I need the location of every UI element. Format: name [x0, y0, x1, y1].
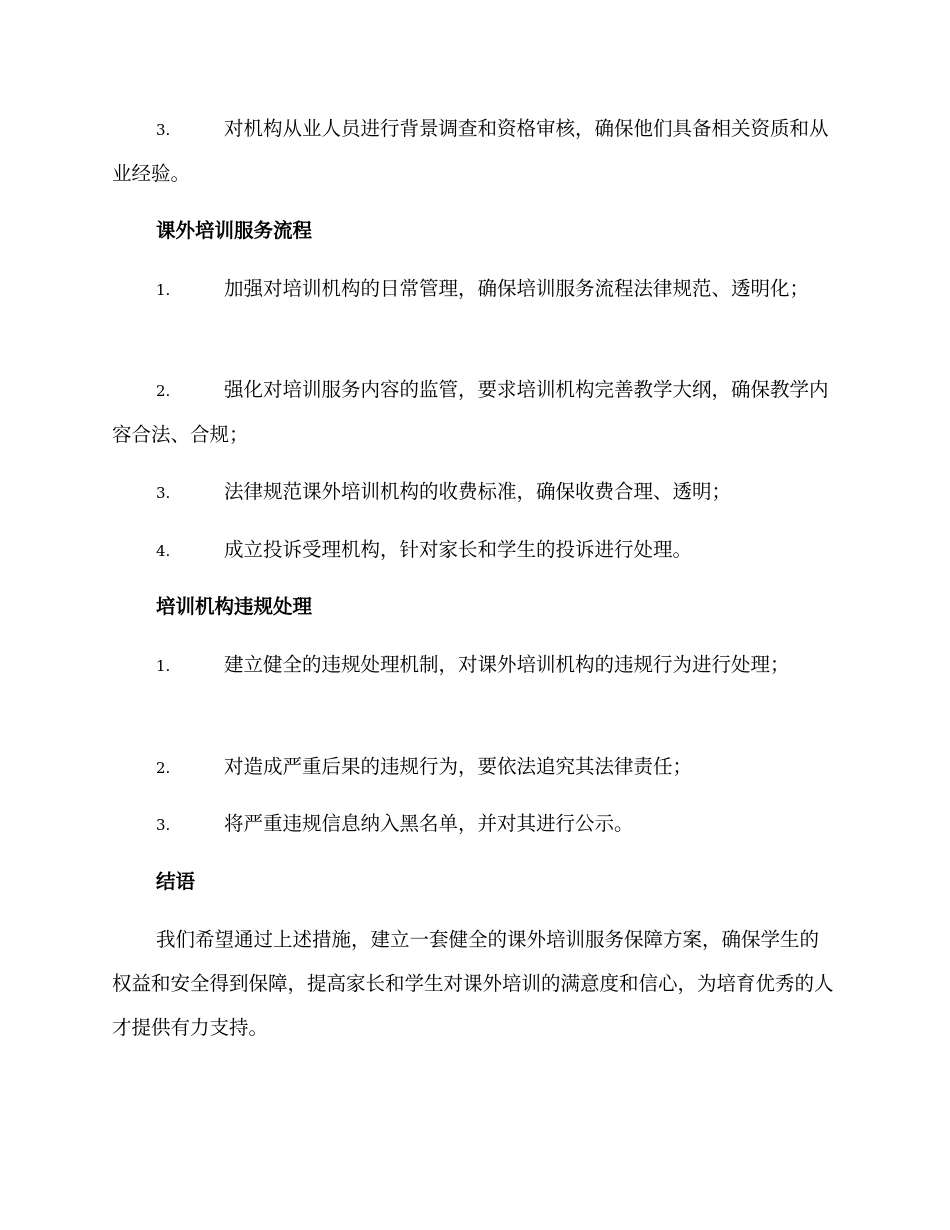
list-item-text: 将严重违规信息纳入黑名单，并对其进行公示。 — [224, 812, 634, 835]
list-item-text: 加强对培训机构的日常管理，确保培训服务流程法律规范、透明化； — [224, 277, 810, 300]
list-item-violation-3: 3. 将严重违规信息纳入黑名单，并对其进行公示。 — [156, 812, 634, 835]
list-item-process-1: 1. 加强对培训机构的日常管理，确保培训服务流程法律规范、透明化； — [156, 277, 810, 300]
section-heading-process: 课外培训服务流程 — [156, 219, 313, 242]
list-item-violation-1: 1. 建立健全的违规处理机制，对课外培训机构的违规行为进行处理； — [156, 653, 790, 676]
conclusion-paragraph: 我们希望通过上述措施，建立一套健全的课外培训服务保障方案，确保学生的权益和安全得到保障，提高家长和学生对课外培训的满意度和信心，为培育优秀的人才提供有力支持。 — [112, 928, 834, 1039]
list-item-text: 对机构从业人员进行背景调查和资格审核，确保他们具备相关资质和从业经验。 — [112, 117, 829, 185]
list-item-text: 成立投诉受理机构，针对家长和学生的投诉进行处理。 — [224, 538, 693, 561]
list-item-violation-2: 2. 对造成严重后果的违规行为，要依法追究其法律责任； — [156, 755, 693, 778]
list-item-qualification-3: 3. 对机构从业人员进行背景调查和资格审核，确保他们具备相关资质和从业经验。 — [112, 117, 829, 185]
list-item-process-4: 4. 成立投诉受理机构，针对家长和学生的投诉进行处理。 — [156, 538, 693, 561]
list-item-process-3: 3. 法律规范课外培训机构的收费标准，确保收费合理、透明； — [156, 480, 732, 503]
list-item-text: 对造成严重后果的违规行为，要依法追究其法律责任； — [224, 755, 693, 778]
list-item-text: 强化对培训服务内容的监管，要求培训机构完善教学大纲，确保教学内容合法、合规； — [112, 378, 829, 446]
section-heading-conclusion: 结语 — [156, 870, 196, 893]
section-heading-violation: 培训机构违规处理 — [156, 595, 313, 618]
list-item-text: 建立健全的违规处理机制，对课外培训机构的违规行为进行处理； — [224, 653, 790, 676]
list-item-text: 法律规范课外培训机构的收费标准，确保收费合理、透明； — [224, 480, 732, 503]
list-item-process-2: 2. 强化对培训服务内容的监管，要求培训机构完善教学大纲，确保教学内容合法、合规； — [112, 378, 829, 446]
